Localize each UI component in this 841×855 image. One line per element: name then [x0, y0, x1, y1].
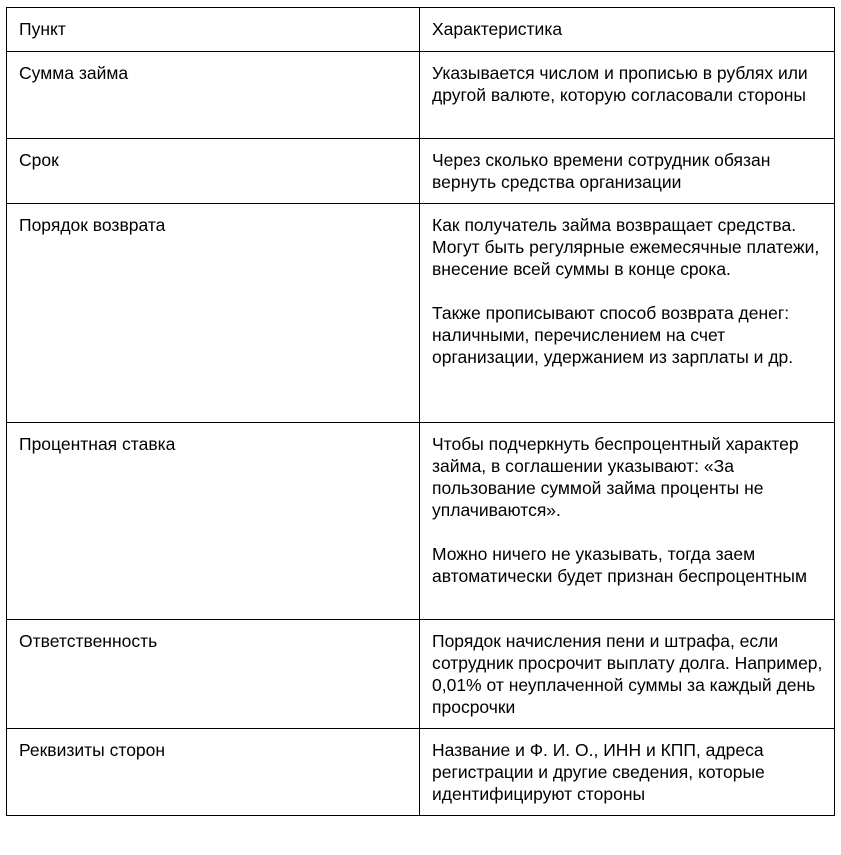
- loan-agreement-table: [6, 7, 835, 816]
- table-row: [7, 52, 835, 139]
- characteristic-paragraph: Порядок начисления пени и штрафа, если сотрудник просрочит выплату долга. Например, 0,01% от неуплаченной суммы за каждый день просрочки: [432, 631, 823, 717]
- row-characteristic-cell: [420, 620, 835, 729]
- characteristic-paragraph: Чтобы подчеркнуть беспроцентный характер займа, в соглашении указывают: «За пользование суммой займа проценты не уплачиваются».: [432, 434, 799, 520]
- header-cell-item: Пункт: [7, 8, 420, 52]
- header-cell-characteristic: Характеристика: [420, 8, 835, 52]
- row-characteristic-cell: [420, 139, 835, 204]
- row-characteristic-cell: [420, 52, 835, 139]
- row-item-cell: Срок: [7, 139, 420, 204]
- row-characteristic-cell: [420, 204, 835, 423]
- table-row: [7, 204, 835, 423]
- characteristic-paragraph: Как получатель займа возвращает средства. Могут быть регулярные ежемесячные платежи, внесение всей суммы в конце срока.: [432, 215, 820, 279]
- table-header-row: [7, 8, 835, 52]
- characteristic-paragraph: Также прописывают способ возврата денег: наличными, перечислением на счет организации, удержанием из зарплаты и др.: [432, 303, 794, 367]
- characteristic-paragraph: Можно ничего не указывать, тогда заем автоматически будет признан беспроцентным: [432, 544, 808, 586]
- row-item-cell: Сумма займа: [7, 52, 420, 139]
- characteristic-paragraph: Через сколько времени сотрудник обязан вернуть средства организации: [432, 150, 771, 192]
- table-row: [7, 620, 835, 729]
- table-row: [7, 729, 835, 816]
- table-row: [7, 139, 835, 204]
- row-characteristic-cell: [420, 423, 835, 620]
- table-row: [7, 423, 835, 620]
- row-item-cell: Порядок возврата: [7, 204, 420, 423]
- characteristic-paragraph: Название и Ф. И. О., ИНН и КПП, адреса регистрации и другие сведения, которые идентифицируют стороны: [432, 740, 765, 804]
- row-item-cell: Ответственность: [7, 620, 420, 729]
- characteristic-paragraph: Указывается числом и прописью в рублях или другой валюте, которую согласовали стороны: [432, 63, 808, 105]
- row-item-cell: Процентная ставка: [7, 423, 420, 620]
- row-characteristic-cell: [420, 729, 835, 816]
- row-item-cell: Реквизиты сторон: [7, 729, 420, 816]
